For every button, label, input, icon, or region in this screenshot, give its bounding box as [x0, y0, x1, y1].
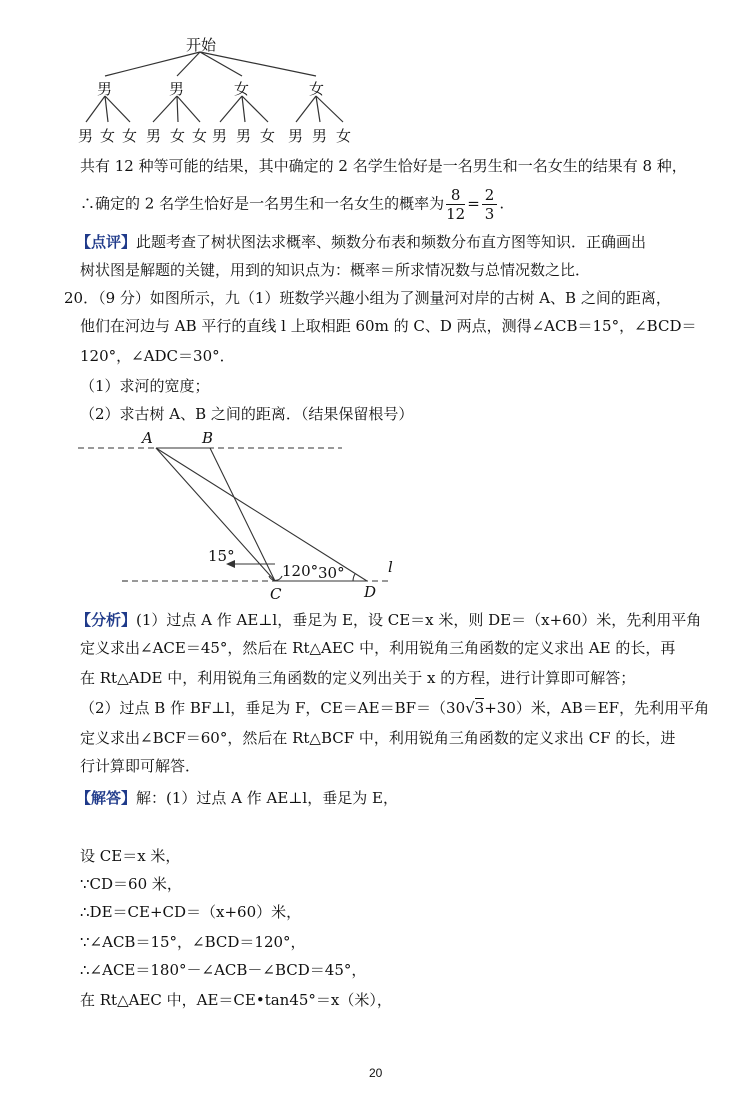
- analysis-line-5: 定义求出∠BCF＝60°，然后在 Rt△BCF 中，利用锐角三角函数的定义求出 CF 的长，进: [80, 729, 676, 747]
- solution-line-1: [76, 788, 398, 808]
- tree-l2-12: 女: [336, 127, 352, 145]
- question-20-line-1: 20．（9 分）如图所示，九（1）班数学兴趣小组为了测量河对岸的古树 A、B 之间的距离，: [64, 289, 671, 307]
- question-20-line-3: 120°，∠ADC＝30°．: [80, 347, 235, 365]
- solution-step-2: ∵CD＝60 米，: [80, 875, 182, 893]
- label-A-text: A: [142, 429, 153, 447]
- question-20-part1: （1）求河的宽度；: [80, 377, 210, 395]
- solution-step-3: ∴DE＝CE+CD＝（x+60）米，: [80, 903, 302, 921]
- label-angle15: 15°: [208, 547, 235, 565]
- probability-line: [80, 186, 504, 223]
- frac1-num: 8: [446, 186, 465, 205]
- equals-sign: =: [467, 194, 480, 213]
- tree-l2-5: 女: [170, 127, 186, 145]
- question-20-line-2: 他们在河边与 AB 平行的直线 l 上取相距 60m 的 C、D 两点，测得∠ACB＝15°，∠BCD＝: [80, 317, 697, 335]
- label-l-text: l: [388, 558, 393, 576]
- tree-l2-10: 男: [288, 127, 304, 145]
- analysis-line-6: 行计算即可解答．: [80, 757, 201, 775]
- analysis-line-3: 在 Rt△ADE 中，利用锐角三角函数的定义列出关于 x 的方程，进行计算即可解答；: [80, 669, 636, 687]
- tree-l2-11: 男: [312, 127, 328, 145]
- tree-l2-7: 男: [212, 127, 228, 145]
- frac2-num: 2: [482, 186, 498, 205]
- tree-l2-8: 男: [236, 127, 252, 145]
- label-B-text: B: [202, 429, 214, 447]
- segment-AD: [156, 448, 367, 581]
- review-line-2: 树状图是解题的关键，用到的知识点为：概率＝所求情况数与总情况数之比．: [80, 261, 591, 279]
- tree-l1-2: 男: [169, 80, 185, 98]
- tree-l2-1: 男: [78, 127, 94, 145]
- analysis-line-1: [76, 610, 701, 630]
- label-B: [202, 428, 213, 448]
- tree-l1-1: 男: [97, 80, 113, 98]
- question-20-part2: （2）求古树 A、B 之间的距离．（结果保留根号）: [80, 405, 414, 423]
- label-l: [388, 557, 393, 577]
- tree-l2-4: 男: [146, 127, 162, 145]
- tree-l2-9: 女: [260, 127, 276, 145]
- tree-l2-2: 女: [100, 127, 116, 145]
- label-D: [364, 582, 376, 602]
- fraction-2-3: [482, 186, 498, 223]
- analysis-tag: 【分析】: [76, 611, 137, 629]
- solution-step-1: 设 CE＝x 米，: [80, 847, 181, 865]
- tree-l2-3: 女: [122, 127, 138, 145]
- tree-l2-6: 女: [192, 127, 208, 145]
- tree-root: 开始: [186, 36, 217, 54]
- label-C: [270, 584, 281, 604]
- solution-step-6: 在 Rt△AEC 中，AE＝CE•tan45°＝x（米），: [80, 991, 392, 1009]
- frac2-den: 3: [484, 205, 495, 223]
- analysis-text-4b: +30）米，AB＝EF，先利用平角: [484, 699, 710, 717]
- review-line-1: [76, 232, 646, 252]
- review-tag: 【点评】: [76, 233, 137, 251]
- label-angle120: 120°: [282, 562, 319, 580]
- review-text-1: 此题考查了树状图法求概率、频数分布表和频数分布直方图等知识．正确画出: [136, 233, 647, 251]
- label-D-text: D: [364, 583, 377, 601]
- geometry-figure: [70, 428, 410, 608]
- analysis-text-1: (1）过点 A 作 AE⊥l，垂足为 E，设 CE＝x 米，则 DE＝（x+60）米，先利用平角: [136, 611, 702, 629]
- probability-text: ∴确定的 2 名学生恰好是一名男生和一名女生的概率为: [80, 194, 445, 213]
- angle-arc-D: [353, 574, 355, 581]
- label-C-text: C: [270, 585, 282, 603]
- sqrt-radicand: 3: [474, 699, 485, 717]
- label-A: [142, 428, 153, 448]
- analysis-text-4a: （2）过点 B 作 BF⊥l，垂足为 F，CE＝AE＝BF＝（30: [80, 699, 466, 717]
- analysis-line-2: 定义求出∠ACE＝45°，然后在 Rt△AEC 中，利用锐角三角函数的定义求出 AE 的长，再: [80, 639, 676, 657]
- frac1-den: 12: [446, 205, 466, 223]
- result-line: 共有 12 种等可能的结果，其中确定的 2 名学生恰好是一名男生和一名女生的结果有 8 种，: [80, 157, 687, 175]
- period: .: [499, 194, 505, 213]
- analysis-line-4: [80, 698, 709, 718]
- tree-l1-4: 女: [309, 80, 325, 98]
- solution-step-5: ∴∠ACE＝180°－∠ACB－∠BCD＝45°，: [80, 961, 367, 979]
- solution-text-1: 解：(1）过点 A 作 AE⊥l，垂足为 E，: [136, 789, 398, 807]
- solution-tag: 【解答】: [76, 789, 137, 807]
- solution-step-4: ∵∠ACB＝15°，∠BCD＝120°，: [80, 933, 306, 951]
- fraction-8-12: [446, 186, 465, 223]
- label-angle30: 30°: [318, 564, 345, 582]
- sqrt-symbol: √: [465, 699, 475, 717]
- tree-l1-3: 女: [234, 80, 250, 98]
- page-number: 20: [369, 1066, 383, 1080]
